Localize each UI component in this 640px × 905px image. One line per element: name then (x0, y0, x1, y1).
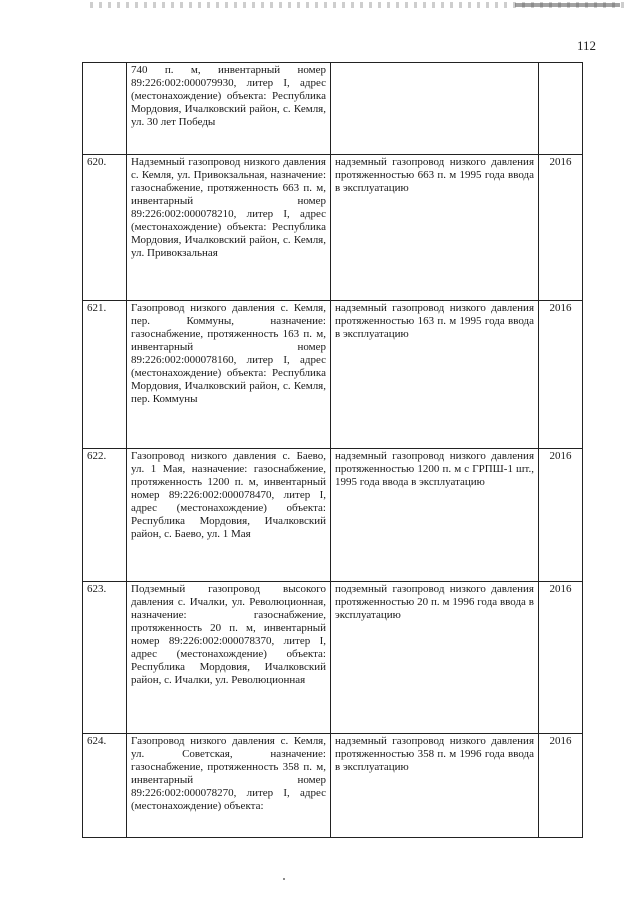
object-characteristics: надземный газопровод низкого давления протяженностью 358 п. м 1996 года ввода в эксплуатацию (331, 734, 539, 838)
object-characteristics: подземный газопровод низкого давления протяженностью 20 п. м 1996 года ввода в эксплуатацию (331, 582, 539, 734)
object-description: Надземный газопровод низкого давления с. Кемля, ул. Привокзальная, назначение: газоснабжение, протяженность 663 п. м, инвентарный номер 89:226:002:000078210, литер I, адрес (местонахождение) объекта: Республика Мордовия, Ичалковский район, с. Кемля, ул. Привокзальная (127, 155, 331, 301)
object-description: Газопровод низкого давления с. Кемля, пер. Коммуны, назначение: газоснабжение, протяженность 163 п. м, инвентарный номер 89:226:002:000078160, литер I, адрес (местонахождение) объекта: Республика Мордовия, Ичалковский район, с. Кемля, пер. Коммуны (127, 301, 331, 449)
page-number: 112 (576, 38, 596, 53)
row-number (83, 63, 127, 155)
object-description: Газопровод низкого давления с. Кемля, ул. Советская, назначение: газоснабжение, протяженность 358 п. м, инвентарный номер 89:226:002:000078270, литер I, адрес (местонахождение) объекта: (127, 734, 331, 838)
table-row (83, 155, 583, 301)
object-description: Подземный газопровод высокого давления с. Ичалки, ул. Революционная, назначение: газоснабжение, протяженность 20 п. м, инвентарный номер 89:226:002:000078370, литер I, адрес (местонахождение) объекта: Республика Мордовия, Ичалковский район, с. Ичалки, ул. Революционная (127, 582, 331, 734)
year (539, 63, 583, 155)
object-characteristics: надземный газопровод низкого давления протяженностью 163 п. м 1995 года ввода в эксплуатацию (331, 301, 539, 449)
year: 2016 (539, 155, 583, 301)
year: 2016 (539, 301, 583, 449)
table-row (83, 582, 583, 734)
table-row (83, 734, 583, 838)
row-number: 621. (83, 301, 127, 449)
row-number: 620. (83, 155, 127, 301)
year: 2016 (539, 734, 583, 838)
object-description: 740 п. м, инвентарный номер 89:226:002:000079930, литер I, адрес (местонахождение) объекта: Республика Мордовия, Ичалковский район, с. Кемля, ул. 30 лет Победы (127, 63, 331, 155)
object-characteristics: надземный газопровод низкого давления протяженностью 1200 п. м с ГРПШ-1 шт., 1995 года ввода в эксплуатацию (331, 449, 539, 582)
object-description: Газопровод низкого давления с. Баево, ул. 1 Мая, назначение: газоснабжение, протяженность 1200 п. м, инвентарный номер 89:226:002:000078470, литер I, адрес (местонахождение) объекта: Республика Мордовия, Ичалковский район, с. Баево, ул. 1 Мая (127, 449, 331, 582)
row-number: 624. (83, 734, 127, 838)
scan-artifact-top-right (515, 3, 620, 7)
row-number: 623. (83, 582, 127, 734)
table-row (83, 63, 583, 155)
table-row (83, 449, 583, 582)
property-registry-table (82, 62, 583, 838)
row-number: 622. (83, 449, 127, 582)
year: 2016 (539, 582, 583, 734)
year: 2016 (539, 449, 583, 582)
object-characteristics: надземный газопровод низкого давления протяженностью 663 п. м 1995 года ввода в эксплуатацию (331, 155, 539, 301)
table-row (83, 301, 583, 449)
scan-artifact-dot (283, 878, 285, 880)
object-characteristics (331, 63, 539, 155)
